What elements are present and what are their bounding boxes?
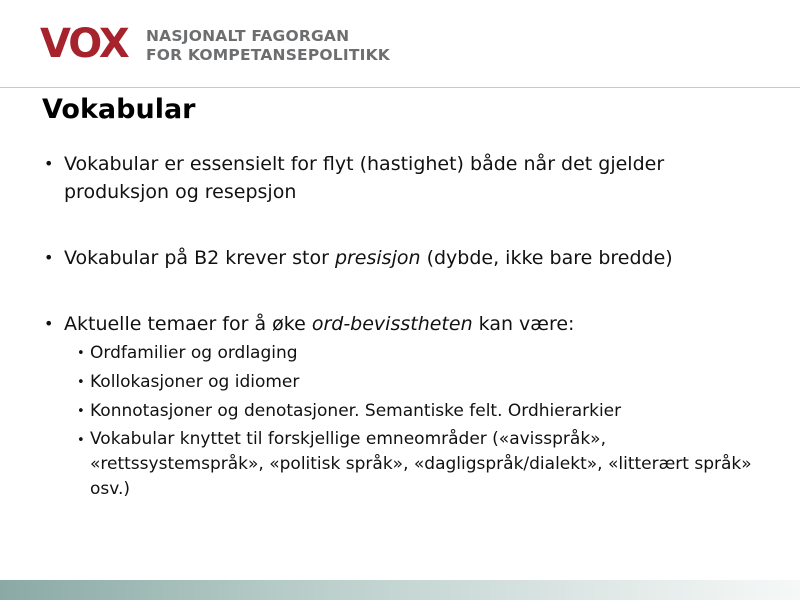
bullet-text-start: Aktuelle temaer for å øke <box>64 313 312 335</box>
bullet-item <box>42 310 762 338</box>
slide-header <box>0 0 800 88</box>
organization-name-line-2: FOR KOMPETANSEPOLITIKK <box>146 46 390 64</box>
bullet-item <box>42 244 762 272</box>
bullet-text: Vokabular er essensielt for flyt (hastighet) både når det gjelder produksjon og resepsjon <box>64 153 665 203</box>
bullet-emphasis: ord-bevisstheten <box>311 313 473 335</box>
header-divider <box>0 87 800 88</box>
sub-bullet-list <box>42 340 762 502</box>
sub-bullet-text: Konnotasjoner og denotasjoner. Semantiske felt. Ordhierarkier <box>90 401 622 421</box>
bullet-text-start: Vokabular på B2 krever stor <box>64 247 335 269</box>
sub-bullet-item <box>77 369 762 396</box>
sub-bullet-dot-icon: • <box>77 433 85 448</box>
sub-bullet-item <box>77 427 762 502</box>
sub-bullet-dot-icon: • <box>77 375 85 390</box>
sub-bullet-item <box>77 398 762 425</box>
sub-bullet-dot-icon: • <box>77 404 85 419</box>
sub-bullet-dot-icon: • <box>77 346 85 361</box>
sub-bullet-text: Vokabular knyttet til forskjellige emneområder («avisspråk», «rettssystemspråk», «politisk språk», «dagligspråk/dialekt», «litterært språk» osv.) <box>90 429 752 499</box>
sub-bullet-item <box>77 340 762 367</box>
sub-bullet-text: Kollokasjoner og idiomer <box>90 372 300 392</box>
bullet-text-end: (dybde, ikke bare bredde) <box>420 247 673 269</box>
bullet-emphasis: presisjon <box>334 247 421 269</box>
organization-name-line-1: NASJONALT FAGORGAN <box>146 27 350 45</box>
sub-bullet-text: Ordfamilier og ordlaging <box>90 343 298 363</box>
bullet-dot-icon: • <box>44 314 54 333</box>
footer-bar <box>0 580 800 600</box>
slide-title: Vokabular <box>42 94 196 125</box>
vox-logo: VOX <box>40 21 128 67</box>
slide-content <box>42 150 762 504</box>
bullet-item <box>42 150 762 206</box>
organization-name <box>146 27 390 65</box>
bullet-dot-icon: • <box>44 248 54 267</box>
bullet-dot-icon: • <box>44 154 54 173</box>
bullet-text-end: kan være: <box>472 313 575 335</box>
